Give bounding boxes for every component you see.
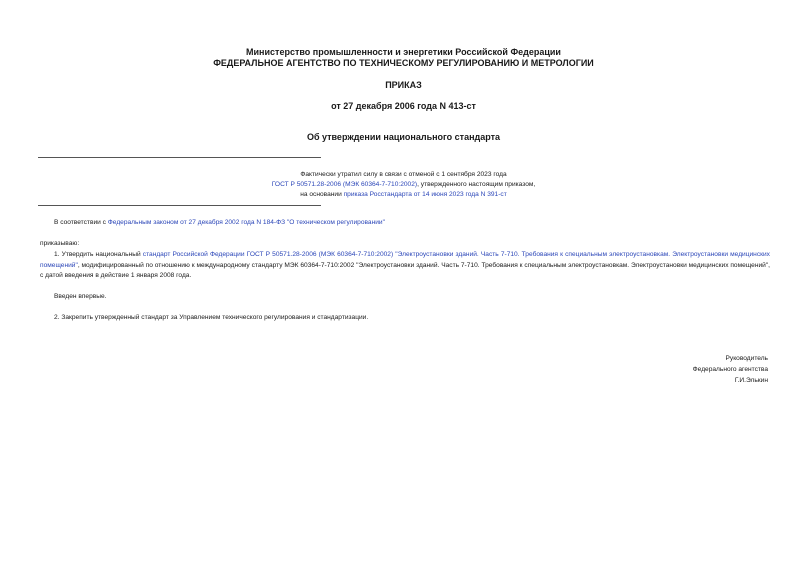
gost-standard-link[interactable]: ГОСТ Р 50571.28-2006 (МЭК 60364-7-710:2002) — [271, 181, 418, 188]
agency-heading: ФЕДЕРАЛЬНОЕ АГЕНТСТВО ПО ТЕХНИЧЕСКОМУ РЕГУЛИРОВАНИЮ И МЕТРОЛОГИИ — [213, 58, 594, 68]
status-note-line3-prefix: на основании — [300, 191, 344, 198]
order-item-1 — [40, 250, 770, 282]
item1-rest: , модифицированный по отношению к международному стандарту МЭК 60364-7-710:2002 "Электроустановки зданий. Часть 7-710. Требования к специальным электроустановкам. Электроустановки медицинских помещений", с датой введения в действие 1 января 2008 года. — [40, 261, 770, 279]
preamble — [54, 218, 385, 228]
order-item-2: 2. Закрепить утвержденный стандарт за Управлением технического регулирования и стандартизации. — [54, 314, 369, 321]
intro-note: Введен впервые. — [54, 293, 107, 300]
status-note-line1: Фактически утратил силу в связи с отменой с 1 сентября 2023 года — [300, 171, 507, 178]
divider-bottom — [38, 205, 321, 206]
signature-role: Руководитель — [725, 355, 768, 362]
preamble-prefix: В соответствии с — [54, 219, 108, 226]
document-type: ПРИКАЗ — [385, 80, 422, 90]
rosstandart-order-link[interactable]: приказа Росстандарта от 14 июня 2023 года N 391-ст — [343, 191, 507, 198]
status-note-line3 — [0, 190, 807, 200]
order-date-number: от 27 декабря 2006 года N 413-ст — [331, 101, 476, 111]
order-word: приказываю: — [40, 240, 80, 247]
federal-law-link[interactable]: Федеральным законом от 27 декабря 2002 года N 184-ФЗ "О техническом регулировании" — [107, 219, 385, 226]
ministry-heading: Министерство промышленности и энергетики Российской Федерации — [246, 47, 561, 57]
signature-organization: Федерального агентства — [692, 366, 768, 373]
status-note-line2-rest: , утвержденного настоящим приказом, — [417, 181, 536, 188]
item1-prefix: 1. Утвердить национальный — [54, 251, 143, 258]
order-subject: Об утверждении национального стандарта — [306, 132, 501, 142]
status-note-line2 — [0, 180, 807, 190]
national-standard-link[interactable]: стандарт Российской Федерации ГОСТ Р 50571.28-2006 (МЭК 60364-7-710:2002) "Электроустановки зданий. Часть 7-710. Требования к специальным электроустановкам. Электроустановки медицинских помещений" — [40, 251, 770, 269]
signature-name: Г.И.Элькин — [734, 377, 768, 384]
divider-top — [38, 157, 321, 158]
